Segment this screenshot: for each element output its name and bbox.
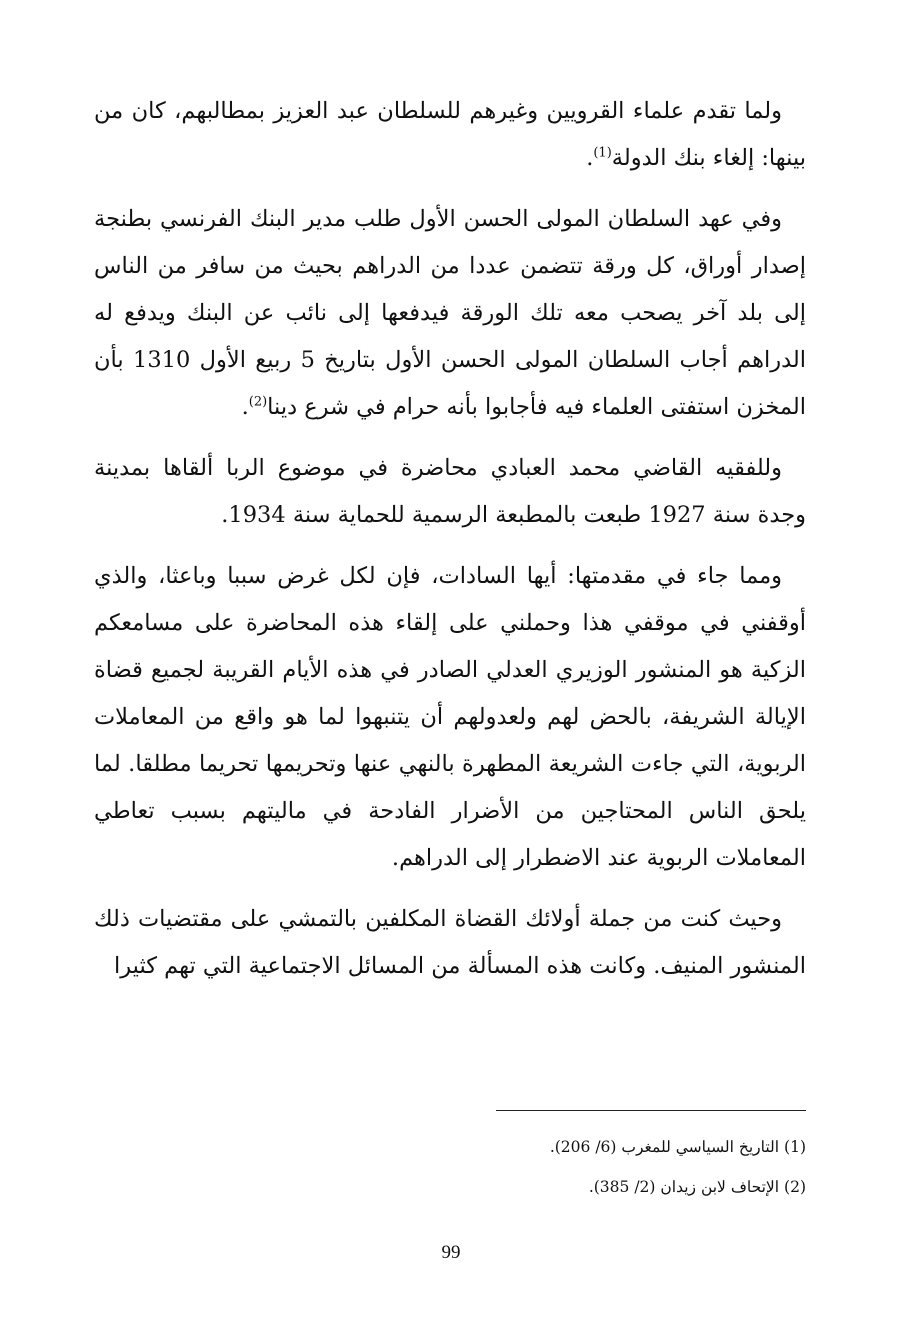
page-body xyxy=(94,88,806,1004)
paragraph-1-text: ولما تقدم علماء القرويين وغيرهم للسلطان عبد العزيز بمطالبهم، كان من بينها: إلغاء بنك الدولة xyxy=(94,98,806,171)
footnote-ref-2[interactable]: (2) xyxy=(248,394,268,410)
paragraph-5-text: وحيث كنت من جملة أولائك القضاة المكلفين بالتمشي على مقتضيات ذلك المنشور المنيف. وكانت هذه المسألة من المسائل الاجتماعية التي تهم كثيرا xyxy=(94,906,806,979)
paragraph-3 xyxy=(94,445,806,539)
paragraph-4-text: ومما جاء في مقدمتها: أيها السادات، فإن لكل غرض سببا وباعثا، والذي أوقفني في موقفي هذا وحملني على إلقاء هذه المحاضرة على مسامعكم الزكية هو المنشور الوزيري العدلي الصادر في هذه الأيام القريبة لجميع قضاة الإيالة الشريفة، بالحض لهم ولعدولهم أن يتنبهوا لما هو واقع من المعاملات الربوية، التي جاءت الشريعة المطهرة بالنهي عنها وتحريمها تحريما مطلقا. لما يلحق الناس المحتاجين من الأضرار الفادحة في ماليتهم بسبب تعاطي المعاملات الربوية عند الاضطرار إلى الدراهم. xyxy=(94,563,806,871)
footnote-divider xyxy=(496,1110,806,1111)
footnotes xyxy=(94,1127,806,1207)
footnote-ref-1[interactable]: (1) xyxy=(593,145,612,161)
paragraph-1-end: . xyxy=(586,145,594,171)
paragraph-4 xyxy=(94,553,806,882)
paragraph-2 xyxy=(94,196,806,431)
paragraph-1 xyxy=(94,88,806,182)
footnote-1: (1) التاريخ السياسي للمغرب (6/ 206). xyxy=(549,1138,806,1156)
paragraph-2-text: وفي عهد السلطان المولى الحسن الأول طلب مدير البنك الفرنسي بطنجة إصدار أوراق، كل ورقة تتضمن عددا من الدراهم بحيث من سافر من الناس إلى بلد آخر يصحب معه تلك الورقة فيدفعها إلى نائب عن البنك ويدفع له الدراهم أجاب السلطان المولى الحسن الأول بتاريخ 5 ربيع الأول 1310 بأن المخزن استفتى العلماء فيه فأجابوا بأنه حرام في شرع دينا xyxy=(94,206,806,420)
paragraph-5 xyxy=(94,896,806,990)
paragraph-2-end: . xyxy=(241,394,249,420)
page-number: 99 xyxy=(441,1242,461,1263)
footnote-2: (2) الإتحاف لابن زيدان (2/ 385). xyxy=(588,1178,806,1196)
paragraph-3-text: وللفقيه القاضي محمد العبادي محاضرة في موضوع الربا ألقاها بمدينة وجدة سنة 1927 طبعت بالمطبعة الرسمية للحماية سنة 1934. xyxy=(94,455,806,528)
